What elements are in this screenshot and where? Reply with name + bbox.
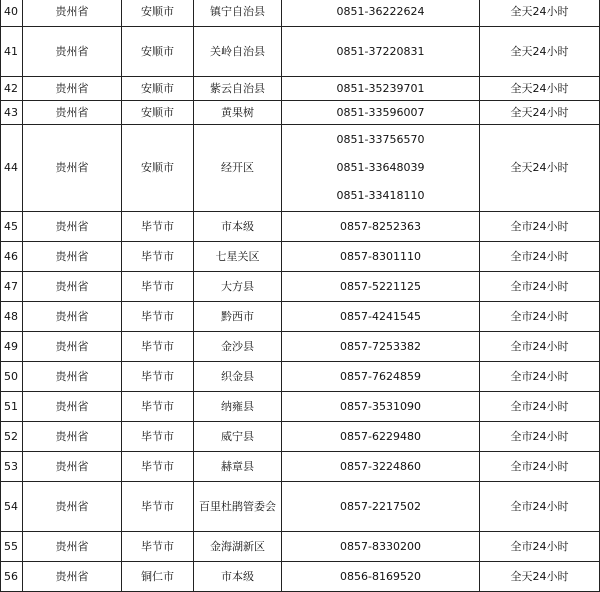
city-cell: 安顺市 (122, 101, 194, 125)
city-cell: 毕节市 (122, 212, 194, 242)
province-cell: 贵州省 (23, 362, 122, 392)
district-cell: 大方县 (194, 272, 282, 302)
phone-cell (282, 125, 480, 212)
district-cell: 赫章县 (194, 452, 282, 482)
row-index-cell: 55 (1, 532, 23, 562)
row-index-cell: 43 (1, 101, 23, 125)
table-row (1, 362, 600, 392)
province-cell: 贵州省 (23, 77, 122, 101)
service-hours-cell: 全市24小时 (480, 482, 600, 532)
district-cell: 关岭自治县 (194, 27, 282, 77)
service-hours-cell: 全市24小时 (480, 392, 600, 422)
phone-number: 0857-6229480 (340, 429, 421, 443)
row-index-cell: 56 (1, 562, 23, 592)
province-cell: 贵州省 (23, 392, 122, 422)
district-cell: 经开区 (194, 125, 282, 212)
table-row (1, 452, 600, 482)
row-index-cell: 45 (1, 212, 23, 242)
phone-number: 0851-35239701 (336, 81, 425, 95)
table-row (1, 242, 600, 272)
province-cell: 贵州省 (23, 125, 122, 212)
phone-number: 0857-5221125 (340, 279, 421, 293)
phone-cell (282, 77, 480, 101)
province-cell: 贵州省 (23, 272, 122, 302)
district-cell: 七星关区 (194, 242, 282, 272)
service-hours-cell: 全天24小时 (480, 562, 600, 592)
city-cell: 毕节市 (122, 242, 194, 272)
row-index-cell: 46 (1, 242, 23, 272)
row-index-cell: 44 (1, 125, 23, 212)
phone-cell (282, 0, 480, 27)
city-cell: 毕节市 (122, 272, 194, 302)
service-hours-cell: 全市24小时 (480, 272, 600, 302)
row-index-cell: 40 (1, 0, 23, 27)
phone-cell (282, 362, 480, 392)
phone-cell (282, 332, 480, 362)
phone-number: 0851-33418110 (336, 189, 425, 202)
row-index-cell: 50 (1, 362, 23, 392)
province-cell: 贵州省 (23, 532, 122, 562)
row-index-cell: 47 (1, 272, 23, 302)
phone-cell (282, 302, 480, 332)
table-row (1, 212, 600, 242)
table-row (1, 101, 600, 125)
district-cell: 威宁县 (194, 422, 282, 452)
province-cell: 贵州省 (23, 482, 122, 532)
district-cell: 市本级 (194, 562, 282, 592)
phone-number: 0857-3224860 (340, 459, 421, 473)
service-hours-cell: 全天24小时 (480, 27, 600, 77)
city-cell: 毕节市 (122, 332, 194, 362)
phone-number: 0857-4241545 (340, 309, 421, 323)
phone-cell (282, 482, 480, 532)
row-index-cell: 53 (1, 452, 23, 482)
district-cell: 紫云自治县 (194, 77, 282, 101)
row-index-cell: 48 (1, 302, 23, 332)
province-cell: 贵州省 (23, 562, 122, 592)
table-row (1, 332, 600, 362)
city-cell: 毕节市 (122, 422, 194, 452)
table-row (1, 422, 600, 452)
city-cell: 毕节市 (122, 362, 194, 392)
city-cell: 毕节市 (122, 452, 194, 482)
phone-number: 0856-8169520 (340, 569, 421, 583)
district-cell: 纳雍县 (194, 392, 282, 422)
row-index-cell: 52 (1, 422, 23, 452)
province-cell: 贵州省 (23, 332, 122, 362)
service-hours-cell: 全市24小时 (480, 212, 600, 242)
phone-cell (282, 532, 480, 562)
province-cell: 贵州省 (23, 302, 122, 332)
table-row (1, 27, 600, 77)
phone-cell (282, 242, 480, 272)
district-cell: 镇宁自治县 (194, 0, 282, 27)
service-hours-cell: 全天24小时 (480, 77, 600, 101)
district-cell: 织金县 (194, 362, 282, 392)
district-cell: 市本级 (194, 212, 282, 242)
city-cell: 毕节市 (122, 482, 194, 532)
city-cell: 毕节市 (122, 392, 194, 422)
service-hours-cell: 全天24小时 (480, 101, 600, 125)
phone-number: 0851-37220831 (336, 44, 425, 58)
row-index-cell: 42 (1, 77, 23, 101)
row-index-cell: 41 (1, 27, 23, 77)
province-cell: 贵州省 (23, 242, 122, 272)
city-cell: 安顺市 (122, 0, 194, 27)
table-row (1, 272, 600, 302)
province-cell: 贵州省 (23, 422, 122, 452)
table-body (1, 0, 600, 592)
table-row (1, 0, 600, 27)
row-index-cell: 49 (1, 332, 23, 362)
city-cell: 安顺市 (122, 125, 194, 212)
district-cell: 百里杜鹃管委会 (194, 482, 282, 532)
phone-cell (282, 27, 480, 77)
phone-cell (282, 272, 480, 302)
phone-number: 0851-33596007 (336, 105, 425, 119)
row-index-cell: 54 (1, 482, 23, 532)
province-cell: 贵州省 (23, 101, 122, 125)
phone-number: 0851-33756570 (336, 133, 425, 146)
table-row (1, 77, 600, 101)
phone-number: 0857-7624859 (340, 369, 421, 383)
district-cell: 黔西市 (194, 302, 282, 332)
district-cell: 金沙县 (194, 332, 282, 362)
service-hours-cell: 全市24小时 (480, 242, 600, 272)
service-hours-cell: 全天24小时 (480, 0, 600, 27)
service-hours-cell: 全市24小时 (480, 452, 600, 482)
city-cell: 安顺市 (122, 77, 194, 101)
table-row (1, 125, 600, 212)
phone-number: 0857-8252363 (340, 219, 421, 233)
phone-cell (282, 422, 480, 452)
province-cell: 贵州省 (23, 212, 122, 242)
city-cell: 毕节市 (122, 302, 194, 332)
phone-number: 0857-7253382 (340, 339, 421, 353)
phone-cell (282, 452, 480, 482)
phone-number: 0857-3531090 (340, 399, 421, 413)
phone-number: 0857-8330200 (340, 539, 421, 553)
province-cell: 贵州省 (23, 27, 122, 77)
phone-cell (282, 562, 480, 592)
service-hours-cell: 全市24小时 (480, 332, 600, 362)
table-row (1, 302, 600, 332)
service-hours-cell: 全市24小时 (480, 532, 600, 562)
district-cell: 黄果树 (194, 101, 282, 125)
province-cell: 贵州省 (23, 0, 122, 27)
province-cell: 贵州省 (23, 452, 122, 482)
phone-number: 0857-8301110 (340, 249, 421, 263)
phone-number: 0851-36222624 (336, 4, 425, 18)
phone-cell (282, 392, 480, 422)
service-hours-cell: 全市24小时 (480, 302, 600, 332)
district-cell: 金海湖新区 (194, 532, 282, 562)
service-hours-cell: 全市24小时 (480, 362, 600, 392)
row-index-cell: 51 (1, 392, 23, 422)
city-cell: 安顺市 (122, 27, 194, 77)
city-cell: 毕节市 (122, 532, 194, 562)
city-cell: 铜仁市 (122, 562, 194, 592)
table-row (1, 392, 600, 422)
table-row (1, 562, 600, 592)
phone-number: 0851-33648039 (336, 161, 425, 174)
phone-cell (282, 101, 480, 125)
service-hours-cell: 全天24小时 (480, 125, 600, 212)
table-row (1, 532, 600, 562)
service-hours-cell: 全市24小时 (480, 422, 600, 452)
phone-cell (282, 212, 480, 242)
phone-number: 0857-2217502 (340, 499, 421, 513)
table-row (1, 482, 600, 532)
